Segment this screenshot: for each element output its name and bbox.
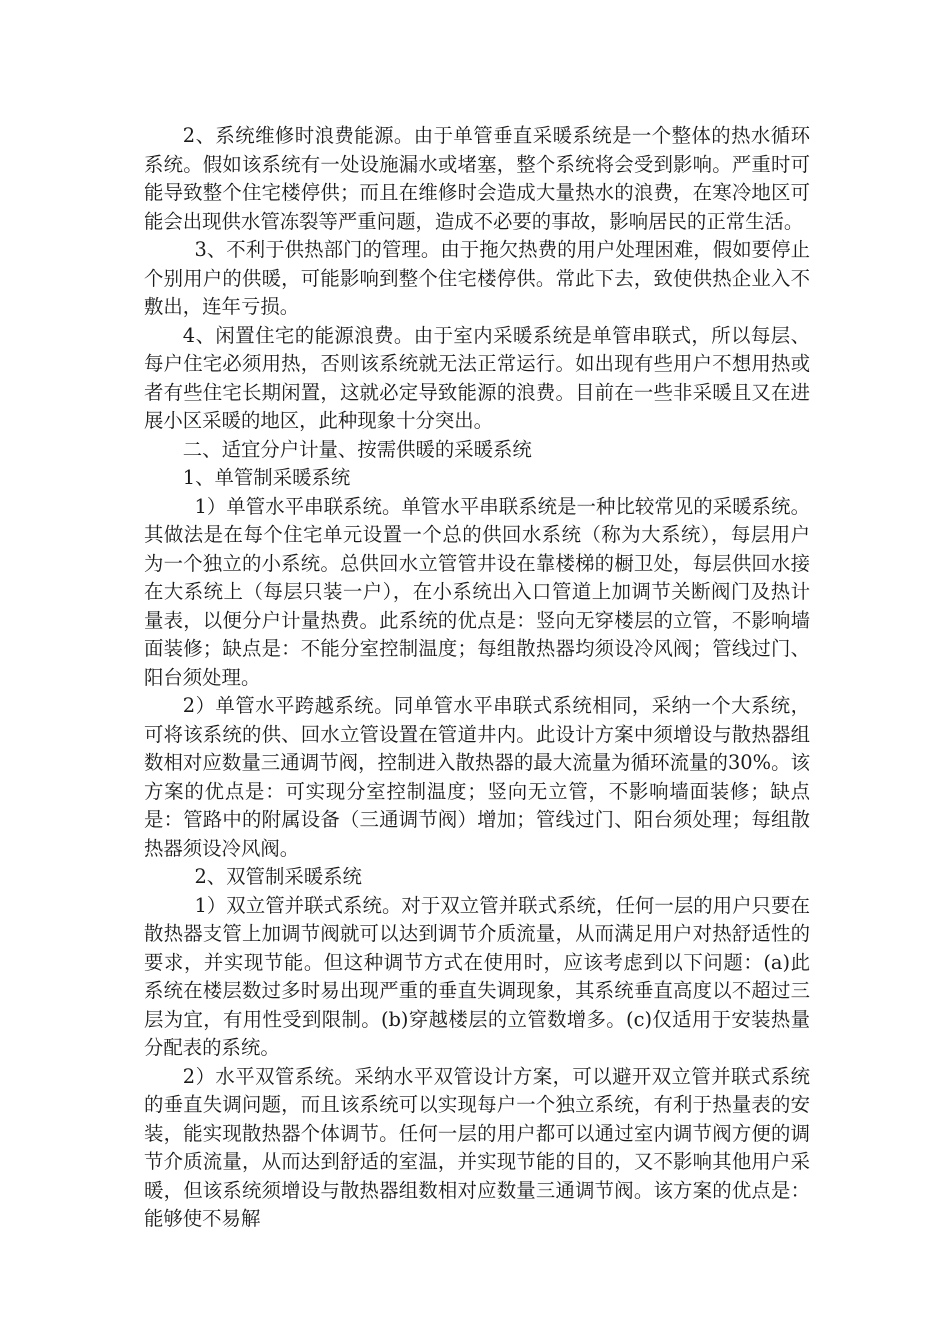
paragraph-management-difficulty: 3、不利于供热部门的管理。由于拖欠热费的用户处理困难，假如要停止个别用户的供暖，可能影响到整个住宅楼停供。常此下去，致使供热企业入不敷出，连年亏损。 bbox=[144, 238, 810, 318]
paragraph-double-riser-parallel: 1）双立管并联式系统。对于双立管并联式系统，任何一层的用户只要在散热器支管上加调节阀就可以达到调节介质流量，从而满足用户对热舒适性的要求，并实现节能。但这种调节方式在使用时，应该考虑到以下问题：(a)此系统在楼层数过多时易出现严重的垂直失调现象，其系统垂直高度以不超过三层为宜，有用性受到限制。(b)穿越楼层的立管数增多。(c)仅适用于安装热量分配表的系统。 bbox=[144, 893, 810, 1059]
document-body bbox=[144, 122, 810, 1234]
paragraph-maintenance-waste: 2、系统维修时浪费能源。由于单管垂直采暖系统是一个整体的热水循环系统。假如该系统有一处设施漏水或堵塞，整个系统将会受到影响。严重时可能导致整个住宅楼停供；而且在维修时会造成大量热水的浪费，在寒冷地区可能会出现供水管冻裂等严重问题，造成不必要的事故，影响居民的正常生活。 bbox=[144, 124, 810, 233]
paragraph-horizontal-double-pipe: 2）水平双管系统。采纳水平双管设计方案，可以避开双立管并联式系统的垂直失调问题，而且该系统可以实现每户一个独立系统，有利于热量表的安装，能实现散热器个体调节。任何一层的用户都可以通过室内调节阀方便的调节介质流量，从而达到舒适的室温，并实现节能的目的，又不影响其他用户采暖，但该系统须增设与散热器组数相对应数量三通调节阀。该方案的优点是：能够使不易解 bbox=[144, 1064, 810, 1230]
subsection-heading-double-pipe: 2、双管制采暖系统 bbox=[194, 865, 362, 888]
subsection-heading-single-pipe: 1、单管制采暖系统 bbox=[182, 466, 351, 489]
paragraph-horizontal-series: 1）单管水平串联系统。单管水平串联系统是一种比较常见的采暖系统。其做法是在每个住宅单元设置一个总的供回水系统（称为大系统），每层用户为一个独立的小系统。总供回水立管管井设在靠楼梯的橱卫处，每层供回水接在大系统上（每层只装一户），在小系统出入口管道上加调节关断阀门及热计量表，以便分户计量热费。此系统的优点是：竖向无穿楼层的立管，不影响墙面装修；缺点是：不能分室控制温度；每组散热器均须设冷风阀；管线过门、阳台须处理。 bbox=[144, 494, 810, 689]
paragraph-idle-housing-waste: 4、闲置住宅的能源浪费。由于室内采暖系统是单管串联式，所以每层、每户住宅必须用热，否则该系统就无法正常运行。如出现有些用户不想用热或者有些住宅长期闲置，这就必定导致能源的浪费。目前在一些非采暖且又在进展小区采暖的地区，此种现象十分突出。 bbox=[144, 323, 810, 432]
section-heading-metering-systems: 二、适宜分户计量、按需供暖的采暖系统 bbox=[182, 437, 532, 461]
paragraph-horizontal-bypass: 2）单管水平跨越系统。同单管水平串联式系统相同，采纳一个大系统，可将该系统的供、回水立管设置在管道井内。此设计方案中须增设与散热器组数相对应数量三通调节阀，控制进入散热器的最大流量为循环流量的30%。该方案的优点是：可实现分室控制温度；竖向无立管，不影响墙面装修；缺点是：管路中的附属设备（三通调节阀）增加；管线过门、阳台须处理；每组散热器须设冷风阀。 bbox=[144, 694, 810, 860]
